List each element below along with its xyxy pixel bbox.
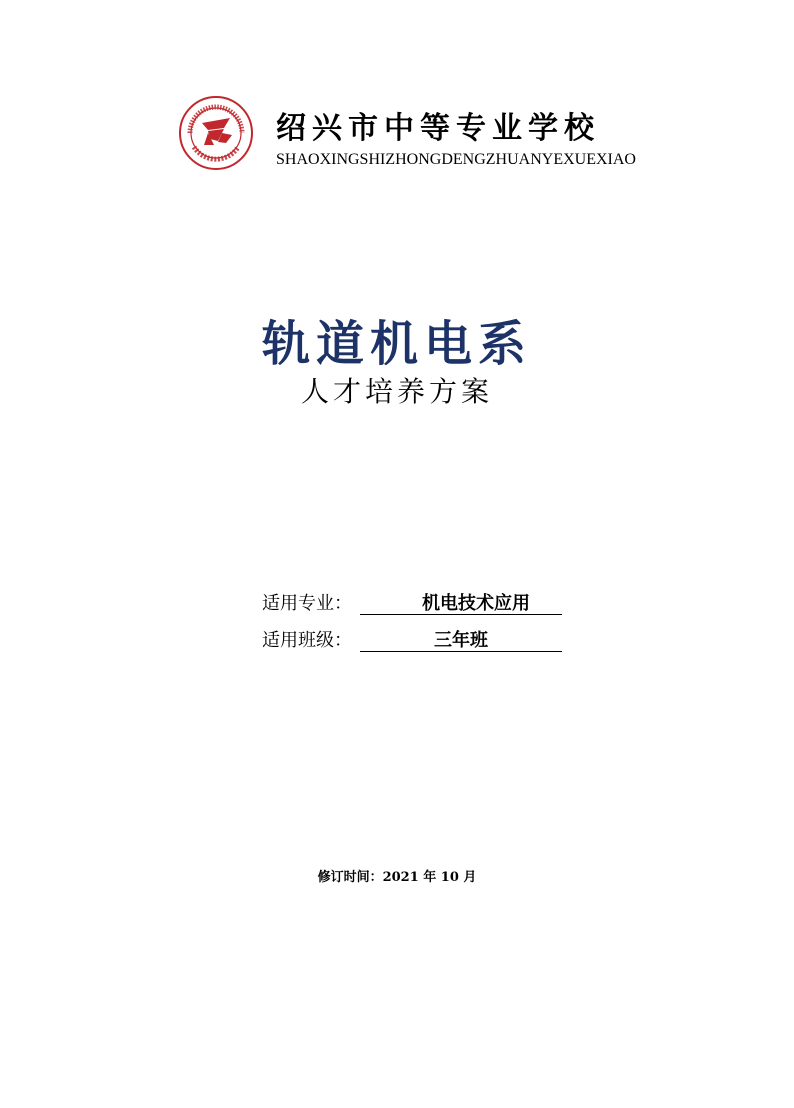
school-name-cn: 绍兴市中等专业学校 (276, 111, 600, 146)
major-value: 机电技术应用 (360, 589, 562, 615)
school-emblem-icon (178, 95, 254, 171)
document-subtitle: 人才培养方案 (300, 375, 493, 408)
school-logo (178, 95, 254, 171)
class-value: 三年班 (360, 626, 562, 652)
class-label: 适用班级： (262, 630, 352, 651)
school-name-en: SHAOXINGSHIZHONGDENGZHUANYEXUEXIAO (276, 151, 636, 168)
major-label: 适用专业： (262, 593, 352, 614)
revision-date: 修订时间：2021 年 10 月 (317, 870, 477, 885)
department-title: 轨道机电系 (261, 316, 532, 372)
